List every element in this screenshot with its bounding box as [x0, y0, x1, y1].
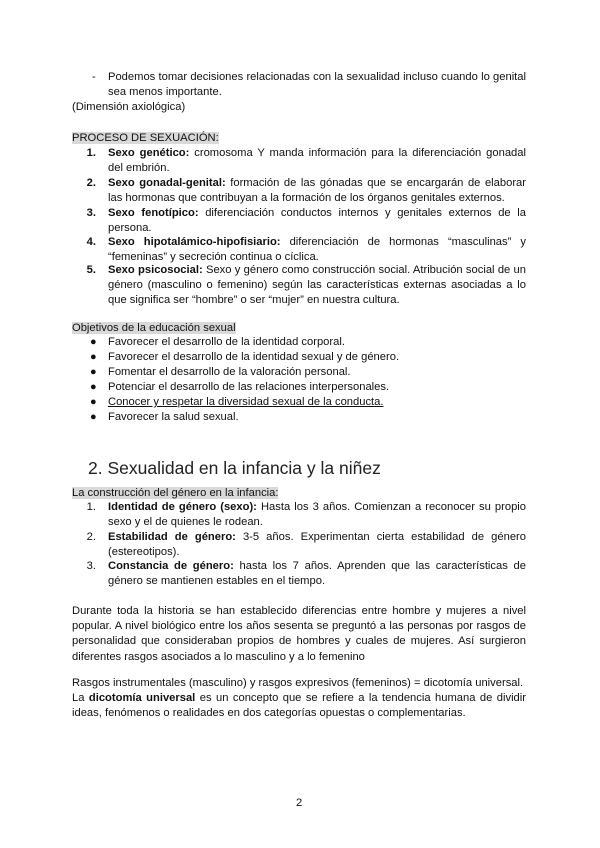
- bullet-icon: ●: [90, 336, 97, 348]
- list-item: Sexo hipotalámico-hipofisiario: diferenciación de hormonas “masculinas” y “femeninas” y secreción continua o cíclica.: [108, 236, 526, 264]
- bullet-icon: ●: [90, 381, 97, 393]
- list-item: Sexo fenotípico: diferenciación conductos internos y genitales externos de la persona.: [108, 207, 526, 235]
- bullet-icon: ●: [90, 411, 97, 423]
- list-item: Estabilidad de género: 3-5 años. Experimentan cierta estabilidad de género (estereotipos).: [108, 531, 526, 559]
- list-item: Fomentar el desarrollo de la valoración personal.: [108, 366, 351, 378]
- paragraph: Durante toda la historia se han establecido diferencias entre hombre y mujeres a nivel popular. A nivel biológico entre los años sesenta se preguntó a las personas por rasgos de personalidad que consideraban propios de hombres y cuales de mujeres. Así surgieron diferentes rasgos asociados a lo masculino y a lo femenino: [72, 605, 526, 663]
- bullet-icon: ●: [90, 396, 97, 408]
- list-number: 4.: [86, 236, 96, 248]
- list-item: Sexo genético: cromosoma Y manda información para la diferenciación gonadal del embrión.: [108, 147, 526, 175]
- bullet-icon: ●: [90, 351, 97, 363]
- list-item: Favorecer la salud sexual.: [108, 411, 239, 423]
- list-item: Favorecer el desarrollo de la identidad sexual y de género.: [108, 351, 400, 363]
- list-number: 3.: [86, 207, 96, 219]
- section-subheading: La construcción del género en la infancia:: [72, 487, 279, 499]
- list-item: Potenciar el desarrollo de las relaciones interpersonales.: [108, 381, 390, 393]
- list-number: 1.: [86, 501, 96, 513]
- section-title: 2. Sexualidad en la infancia y la niñez: [88, 458, 381, 478]
- sexuacion-heading: PROCESO DE SEXUACIÓN:: [72, 132, 219, 144]
- intro-text: Podemos tomar decisiones relacionadas con la sexualidad incluso cuando lo genital sea menos importante.: [108, 71, 526, 99]
- bullet-icon: ●: [90, 366, 97, 378]
- list-number: 2.: [86, 531, 96, 543]
- list-item: Constancia de género: hasta los 7 años. Aprenden que las características de género se mantienen estables en el tiempo.: [108, 560, 526, 588]
- list-item: Sexo psicosocial: Sexo y género como construcción social. Atribución social de un género (masculino o femenino) según las características externas asociadas a lo que significa ser “hombre” o ser “mujer” en nuestra cultura.: [108, 264, 526, 307]
- list-item: Conocer y respetar la diversidad sexual de la conducta.: [108, 396, 384, 408]
- list-number: 3.: [86, 560, 96, 572]
- dash-marker: -: [92, 71, 96, 83]
- paragraph: La dicotomía universal es un concepto que se refiere a la tendencia humana de dividir ideas, fenómenos o realidades en dos categorías opuestas o complementarias.: [72, 692, 526, 720]
- list-item: Favorecer el desarrollo de la identidad corporal.: [108, 336, 345, 348]
- list-item: Identidad de género (sexo): Hasta los 3 años. Comienzan a reconocer su propio sexo y el de quienes le rodean.: [108, 501, 526, 529]
- intro-note: (Dimensión axiológica): [72, 101, 186, 113]
- page-number: 2: [296, 797, 303, 809]
- list-number: 2.: [86, 177, 96, 189]
- objetivos-heading: Objetivos de la educación sexual: [72, 322, 236, 334]
- list-item: Sexo gonadal-genital: formación de las gónadas que se encargarán de elaborar las hormonas que contribuyan a la formación de los órganos genitales externos.: [108, 177, 526, 205]
- paragraph: Rasgos instrumentales (masculino) y rasgos expresivos (femeninos) = dicotomía universal.: [72, 677, 524, 689]
- list-number: 1.: [86, 147, 96, 159]
- list-number: 5.: [86, 264, 96, 276]
